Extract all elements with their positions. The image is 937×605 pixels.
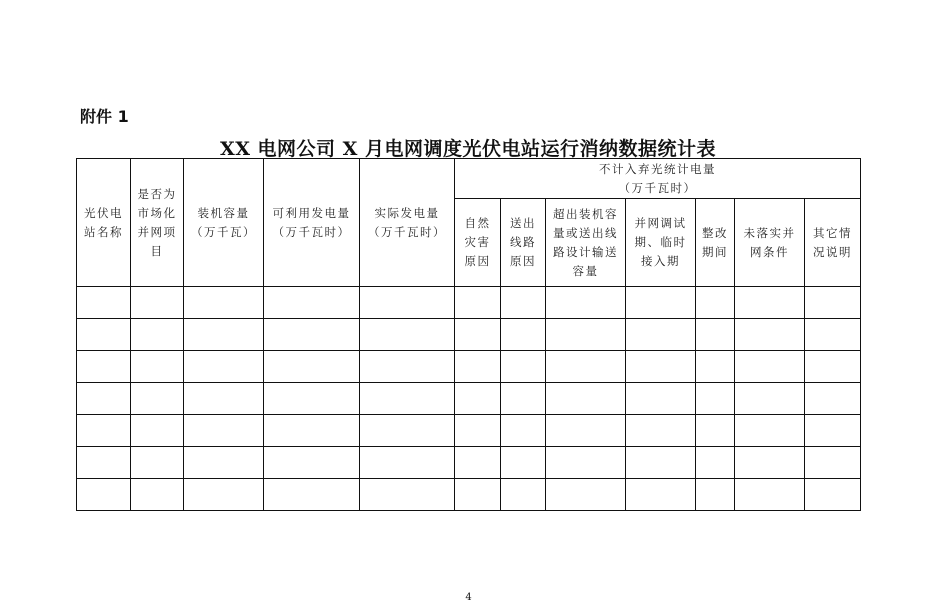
table-cell xyxy=(360,479,455,511)
table-cell xyxy=(455,351,501,383)
header-transmission-line: 送出 线路 原因 xyxy=(501,199,546,287)
table-row xyxy=(77,479,861,511)
table-cell xyxy=(184,383,264,415)
table-cell xyxy=(626,479,696,511)
table-cell xyxy=(696,319,735,351)
table-cell xyxy=(626,447,696,479)
table-cell xyxy=(626,319,696,351)
table-cell xyxy=(131,383,184,415)
statistics-table xyxy=(76,158,861,511)
table-cell xyxy=(805,479,861,511)
table-cell xyxy=(455,287,501,319)
table-cell xyxy=(735,415,805,447)
table-cell xyxy=(360,383,455,415)
header-actual-generation: 实际发电量 （万千瓦时） xyxy=(360,159,455,287)
table-cell xyxy=(184,319,264,351)
table-cell xyxy=(696,287,735,319)
header-exceed-capacity: 超出装机容 量或送出线 路设计输送 容量 xyxy=(546,199,626,287)
header-installed-capacity: 装机容量 （万千瓦） xyxy=(184,159,264,287)
table-cell xyxy=(696,351,735,383)
table-cell xyxy=(735,383,805,415)
table-cell xyxy=(805,383,861,415)
table-cell xyxy=(455,479,501,511)
table-cell xyxy=(501,287,546,319)
table-cell xyxy=(546,351,626,383)
table-cell xyxy=(735,287,805,319)
table-cell xyxy=(184,351,264,383)
table-cell xyxy=(696,415,735,447)
table-cell xyxy=(264,447,360,479)
table-cell xyxy=(360,447,455,479)
attachment-label: 附件 1 xyxy=(80,107,129,126)
table-cell xyxy=(501,383,546,415)
table-cell xyxy=(546,319,626,351)
table-cell xyxy=(546,383,626,415)
table-row xyxy=(77,415,861,447)
table-cell xyxy=(455,415,501,447)
table-cell xyxy=(77,479,131,511)
table-cell xyxy=(131,447,184,479)
table-cell xyxy=(455,383,501,415)
table-cell xyxy=(626,415,696,447)
table-cell xyxy=(360,351,455,383)
header-other-notes: 其它情 况说明 xyxy=(805,199,861,287)
table-cell xyxy=(131,287,184,319)
table-cell xyxy=(805,351,861,383)
table-cell xyxy=(131,319,184,351)
table-cell xyxy=(77,319,131,351)
table-cell xyxy=(501,447,546,479)
table-cell xyxy=(805,319,861,351)
table-cell xyxy=(805,447,861,479)
table-cell xyxy=(501,415,546,447)
table-cell xyxy=(264,319,360,351)
table-cell xyxy=(696,383,735,415)
table-cell xyxy=(735,479,805,511)
table-cell xyxy=(546,287,626,319)
table-cell xyxy=(184,415,264,447)
table-cell xyxy=(805,415,861,447)
header-market-project: 是否为 市场化 并网项 目 xyxy=(131,159,184,287)
table-cell xyxy=(501,351,546,383)
table-row xyxy=(77,447,861,479)
table-row xyxy=(77,319,861,351)
table-cell xyxy=(184,479,264,511)
table-row xyxy=(77,383,861,415)
table-cell xyxy=(184,447,264,479)
table-cell xyxy=(360,319,455,351)
table-cell xyxy=(264,287,360,319)
table-cell xyxy=(501,319,546,351)
table-cell xyxy=(626,287,696,319)
table-cell xyxy=(735,447,805,479)
table-cell xyxy=(131,351,184,383)
table-cell xyxy=(131,415,184,447)
table-cell xyxy=(546,479,626,511)
header-unmet-conditions: 未落实并 网条件 xyxy=(735,199,805,287)
table-cell xyxy=(264,415,360,447)
header-available-generation: 可利用发电量 （万千瓦时） xyxy=(264,159,360,287)
table-cell xyxy=(455,319,501,351)
table-cell xyxy=(77,287,131,319)
table-cell xyxy=(360,415,455,447)
table-cell xyxy=(696,479,735,511)
page-number: 4 xyxy=(465,592,472,603)
table-cell xyxy=(626,383,696,415)
table-title: XX 电网公司 X 月电网调度光伏电站运行消纳数据统计表 xyxy=(219,138,717,160)
header-rectification: 整改 期间 xyxy=(696,199,735,287)
table-cell xyxy=(264,383,360,415)
table-cell xyxy=(696,447,735,479)
table-cell xyxy=(455,447,501,479)
table-cell xyxy=(77,351,131,383)
table-cell xyxy=(735,319,805,351)
table-row xyxy=(77,287,861,319)
table-cell xyxy=(805,287,861,319)
table-cell xyxy=(735,351,805,383)
table-cell xyxy=(264,479,360,511)
table-cell xyxy=(546,447,626,479)
table-cell xyxy=(264,351,360,383)
table-cell xyxy=(131,479,184,511)
header-station-name: 光伏电 站名称 xyxy=(77,159,131,287)
table-cell xyxy=(77,415,131,447)
header-excluded-group: 不计入弃光统计电量 （万千瓦时） xyxy=(455,159,861,199)
header-natural-disaster: 自然 灾害 原因 xyxy=(455,199,501,287)
table-cell xyxy=(77,447,131,479)
table-cell xyxy=(626,351,696,383)
table-row xyxy=(77,351,861,383)
table-cell xyxy=(77,383,131,415)
table-cell xyxy=(184,287,264,319)
header-grid-debug: 并网调试 期、临时 接入期 xyxy=(626,199,696,287)
table-cell xyxy=(501,479,546,511)
table-cell xyxy=(546,415,626,447)
table-cell xyxy=(360,287,455,319)
